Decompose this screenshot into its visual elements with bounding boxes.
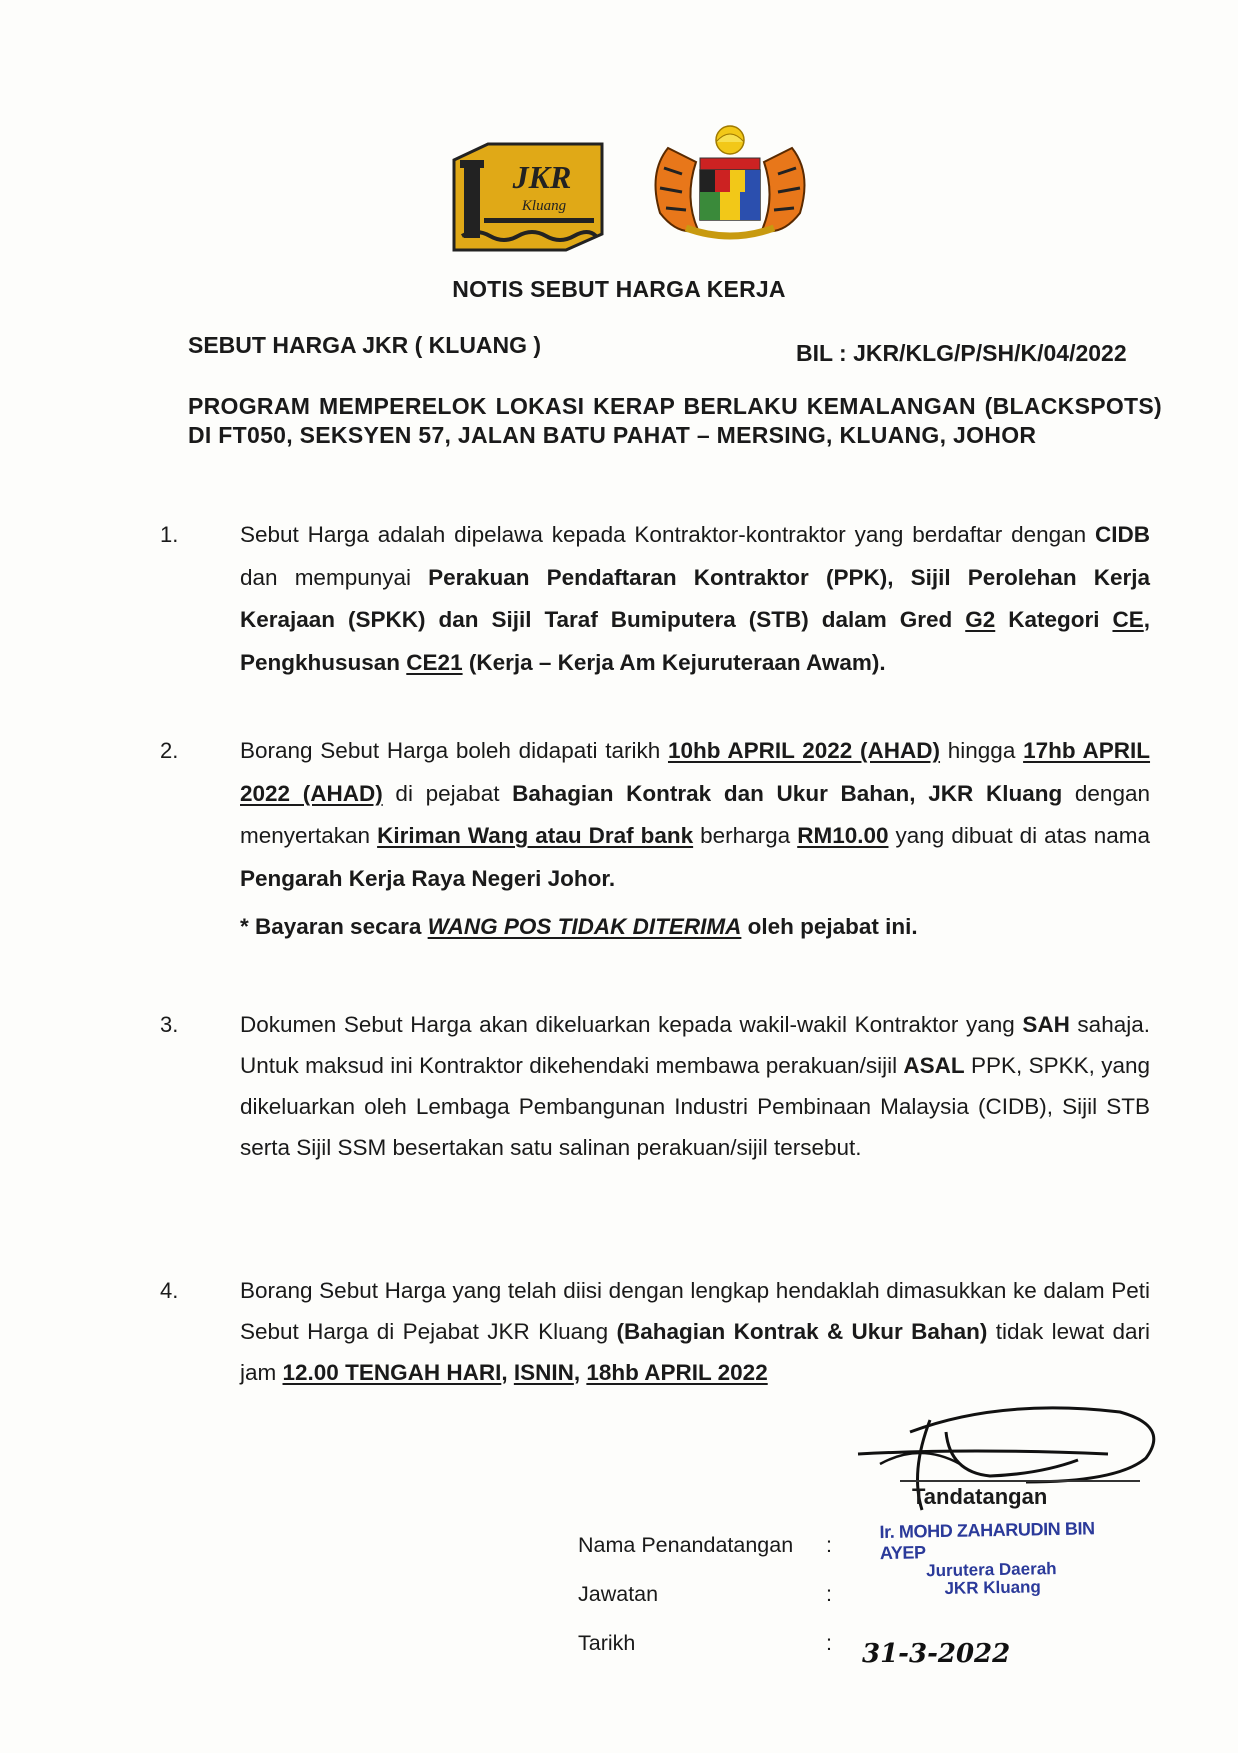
clause-text: Sebut Harga adalah dipelawa kepada Kontraktor-kontraktor yang berdaftar dengan CIDB dan mempunyai Perakuan Pendaftaran Kontraktor (PPK), Sijil Perolehan Kerja Kerajaan (SPKK) dan Sijil Taraf Bumiputera (STB) dalam Gred G2 Kategori CE, Pengkhususan CE21 (Kerja – Kerja Am Kejuruteraan Awam).: [240, 522, 1150, 675]
clause-text: Borang Sebut Harga boleh didapati tarikh 10hb APRIL 2022 (AHAD) hingga 17hb APRIL 2022 (AHAD) di pejabat Bahagian Kontrak dan Ukur Bahan, JKR Kluang dengan menyertakan Kiriman Wang atau Draf bank berharga RM10.00 yang dibuat di atas nama Pengarah Kerja Raya Negeri Johor.: [240, 738, 1151, 891]
clause-number: 2.: [160, 738, 179, 763]
clause-number: 1.: [160, 522, 179, 547]
position-label: Jawatan: [578, 1582, 659, 1606]
date-label: Tarikh: [578, 1631, 636, 1655]
stamp-role: Jurutera Daerah: [926, 1559, 1057, 1581]
jkr-kluang-logo: [446, 140, 606, 254]
quotation-office: SEBUT HARGA JKR ( KLUANG ): [188, 332, 542, 358]
stamp-office: JKR Kluang: [944, 1577, 1042, 1598]
payment-note: * Bayaran secara WANG POS TIDAK DITERIMA oleh pejabat ini.: [240, 914, 918, 939]
handwritten-date: [860, 1630, 1011, 1672]
signer-name-label: Nama Penandatangan: [578, 1533, 794, 1557]
notice-title: NOTIS SEBUT HARGA KERJA: [452, 276, 786, 302]
signature-line: [900, 1480, 1140, 1482]
colon: :: [826, 1533, 832, 1557]
clause-text: Dokumen Sebut Harga akan dikeluarkan kepada wakil-wakil Kontraktor yang SAH sahaja. Untuk maksud ini Kontraktor dikehendaki membawa perakuan/sijil ASAL PPK, SPKK, yang dikeluarkan oleh Lembaga Pembangunan Industri Pembinaan Malaysia (CIDB), Sijil STB serta Sijil SSM besertakan satu salinan perakuan/sijil tersebut.: [240, 1012, 1150, 1160]
stamp-name: Ir. MOHD ZAHARUDIN BIN AYEP: [879, 1518, 1095, 1564]
colon: :: [826, 1582, 832, 1606]
svg-text:Kluang: Kluang: [521, 198, 567, 214]
project-subject: PROGRAM MEMPERELOK LOKASI KERAP BERLAKU KEMALANGAN (BLACKSPOTS) DI FT050, SEKSYEN 57, JALAN BATU PAHAT – MERSING, KLUANG, JOHOR: [188, 393, 1162, 448]
colon: :: [826, 1631, 832, 1655]
reference-number: BIL : JKR/KLG/P/SH/K/04/2022: [796, 340, 1127, 366]
signature-label: Tandatangan: [912, 1484, 1048, 1509]
malaysia-coat-of-arms-icon: [638, 118, 822, 246]
clause-number: 3.: [160, 1012, 179, 1037]
clause-number: 4.: [160, 1278, 179, 1303]
clause-text: Borang Sebut Harga yang telah diisi dengan lengkap hendaklah dimasukkan ke dalam Peti Sebut Harga di Pejabat JKR Kluang (Bahagian Kontrak & Ukur Bahan) tidak lewat dari jam 12.00 TENGAH HARI, ISNIN, 18hb APRIL 2022: [240, 1278, 1150, 1385]
svg-text:31-3-2022: 31-3-2022: [862, 1639, 1011, 1669]
svg-text:JKR: JKR: [512, 159, 572, 195]
official-stamp: [879, 1518, 1120, 1600]
